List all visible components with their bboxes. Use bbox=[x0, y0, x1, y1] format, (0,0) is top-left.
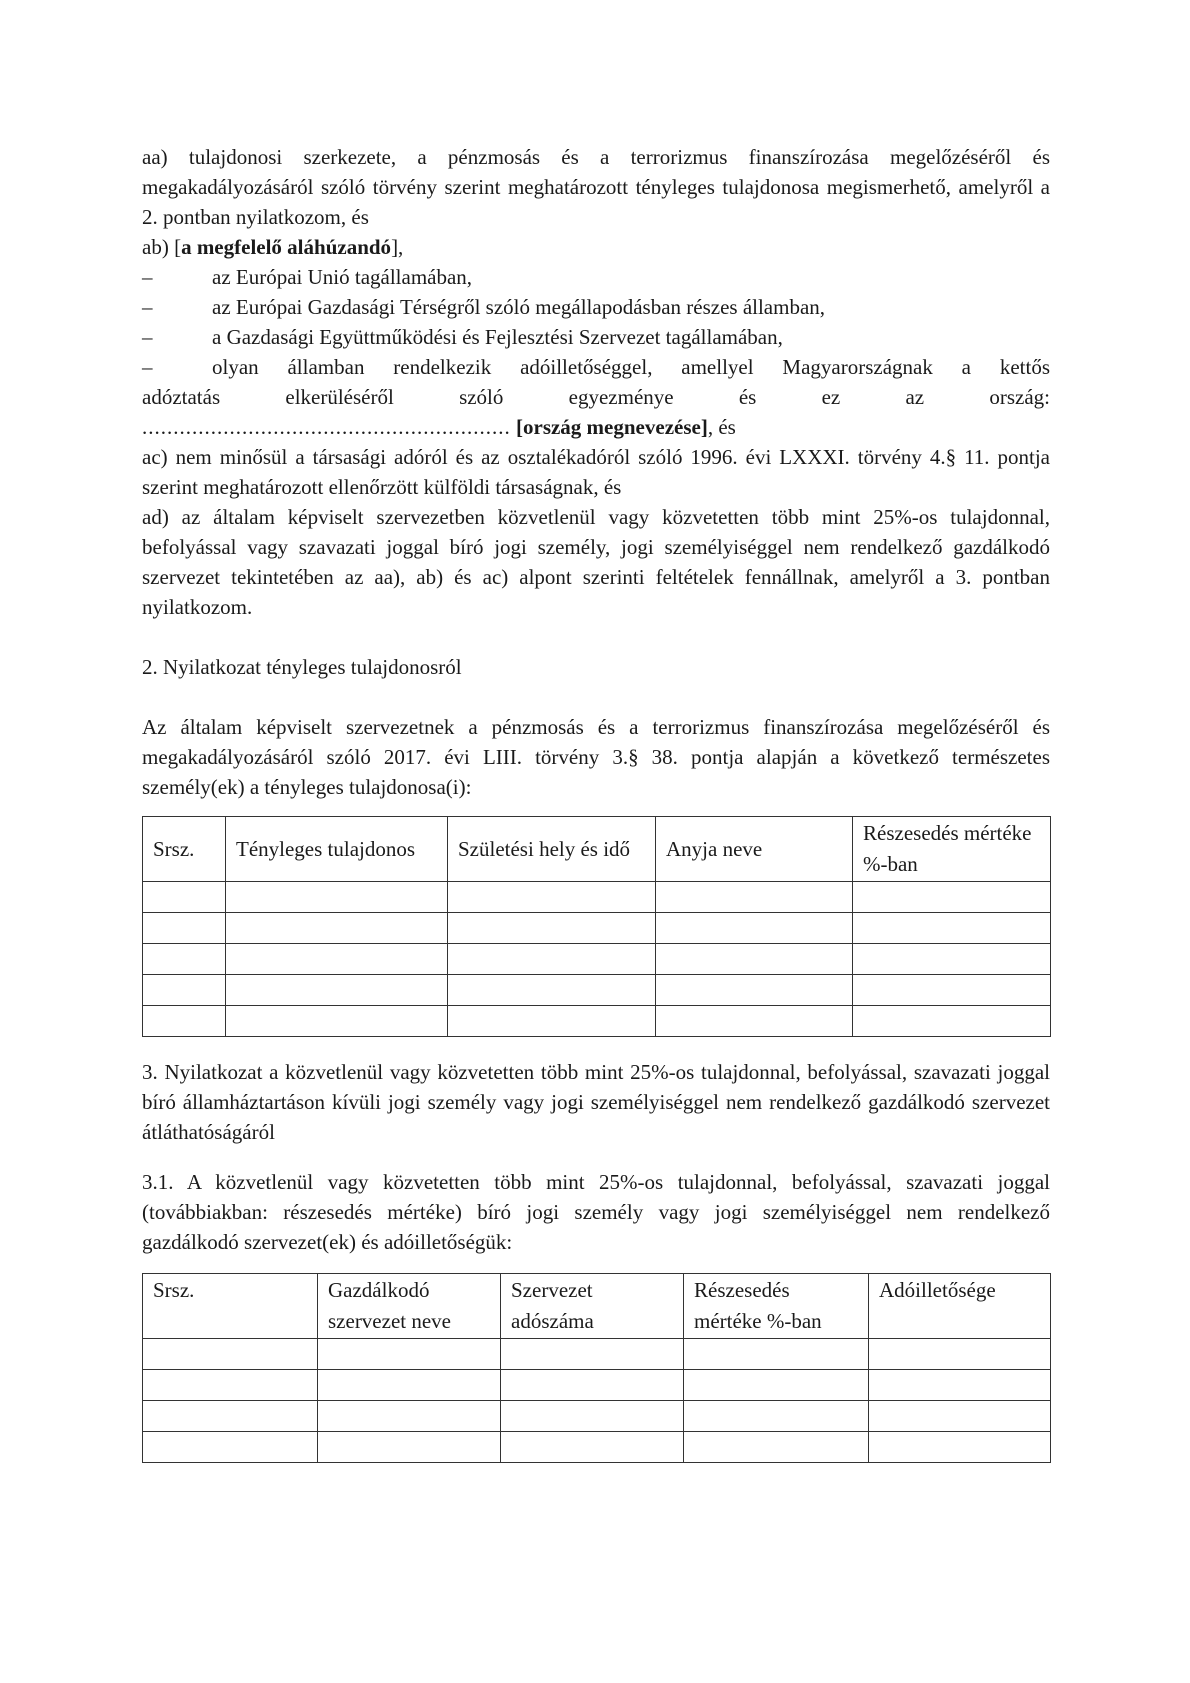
col-tax-residence: Adóilletősége bbox=[869, 1274, 1051, 1339]
table-row bbox=[143, 1401, 1051, 1432]
col-share: Részesedés mértéke %-ban bbox=[684, 1274, 869, 1339]
section-3-1-text: 3.1. A közvetlenül vagy közvetetten több mint 25%-os tulajdonnal, befolyással, szavazati joggal (továbbiakban: részesedés mértéke) bíró jogi személy vagy jogi személyiséggel nem rendelkező gazdálkodó szervezet(ek) és adóilletőségük: bbox=[142, 1170, 1050, 1254]
table-row bbox=[143, 944, 1051, 975]
col-owner: Tényleges tulajdonos bbox=[226, 817, 448, 882]
section-2-heading: 2. Nyilatkozat tényleges tulajdonosról bbox=[142, 655, 462, 679]
option-eu: – az Európai Unió tagállamában, bbox=[142, 265, 473, 289]
section-3-heading: 3. Nyilatkozat a közvetlenül vagy közvetetten több mint 25%-os tulajdonnal, befolyással, szavazati joggal bíró államháztartáson kívüli jogi személy vagy jogi személyiséggel nem rendelkező gazdálkodó szervezet átláthatóságáról bbox=[142, 1060, 1050, 1144]
table-row bbox=[143, 1432, 1051, 1463]
beneficial-owner-table bbox=[142, 816, 1051, 1037]
table-row bbox=[143, 975, 1051, 1006]
point-ab: ab) [a megfelelő aláhúzandó], bbox=[142, 235, 404, 259]
col-mother: Anyja neve bbox=[656, 817, 853, 882]
table-row bbox=[143, 1370, 1051, 1401]
table-row bbox=[143, 1339, 1051, 1370]
option-oecd: – a Gazdasági Együttműködési és Fejlesztési Szervezet tagállamában, bbox=[142, 325, 783, 349]
table-row bbox=[143, 882, 1051, 913]
col-share: Részesedés mértéke %-ban bbox=[853, 817, 1051, 882]
table-row bbox=[143, 913, 1051, 944]
option-tax-treaty-cont: adóztatás elkerüléséről szóló egyezménye és ez az ország: bbox=[142, 385, 1050, 409]
section-2-intro: Az általam képviselt szervezetnek a pénzmosás és a terrorizmus finanszírozása megelőzéséről és megakadályozásáról szóló 2017. évi LIII. törvény 3.§ 38. pontja alapján a következő természetes személy(ek) a tényleges tulajdonosa(i): bbox=[142, 715, 1050, 799]
col-birth: Születési hely és idő bbox=[448, 817, 656, 882]
country-label: [ország megnevezése] bbox=[516, 415, 708, 439]
document-page bbox=[142, 142, 1050, 1463]
point-ad: ad) az általam képviselt szervezetben közvetlenül vagy közvetetten több mint 25%-os tulajdonnal, befolyással vagy szavazati joggal bíró jogi személy, jogi személyiséggel nem rendelkező gazdálkodó szervezet tekintetében az aa), ab) és ac) alpont szerinti feltételek fennállnak, amelyről a 3. pontban nyilatkozom. bbox=[142, 505, 1050, 619]
col-srsz: Srsz. bbox=[143, 1274, 318, 1339]
table-header-row bbox=[143, 1274, 1051, 1339]
option-eea: – az Európai Gazdasági Térségről szóló megállapodásban részes államban, bbox=[142, 295, 826, 319]
organization-table bbox=[142, 1273, 1051, 1463]
country-fill-line: ........................................................... [ország megnevezése], és bbox=[142, 415, 736, 439]
col-srsz: Srsz. bbox=[143, 817, 226, 882]
table-header-row bbox=[143, 817, 1051, 882]
point-aa: aa) tulajdonosi szerkezete, a pénzmosás és a terrorizmus finanszírozása megelőzéséről és megakadályozásáról szóló törvény szerint meghatározott tényleges tulajdonosa megismerhető, amelyről a 2. pontban nyilatkozom, és bbox=[142, 145, 1050, 229]
point-ac: ac) nem minősül a társasági adóról és az osztalékadóról szóló 1996. évi LXXXI. törvény 4.§ 11. pontja szerint meghatározott ellenőrzött külföldi társaságnak, és bbox=[142, 445, 1050, 499]
col-tax-number: Szervezet adószáma bbox=[501, 1274, 684, 1339]
col-org-name: Gazdálkodó szervezet neve bbox=[318, 1274, 501, 1339]
country-blank: ........................................................... bbox=[142, 415, 511, 439]
option-tax-treaty: – olyan államban rendelkezik adóilletőséggel, amellyel Magyarországnak a kettős bbox=[142, 355, 1050, 379]
underline-instruction: a megfelelő aláhúzandó bbox=[181, 235, 392, 259]
table-row bbox=[143, 1006, 1051, 1037]
